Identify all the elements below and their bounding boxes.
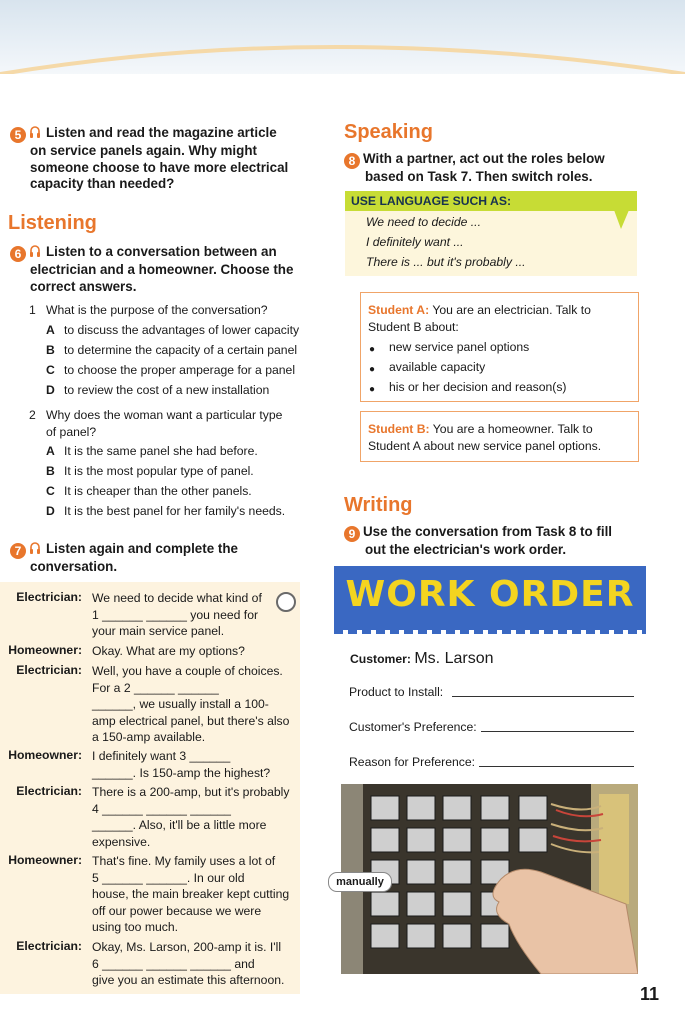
task-6-line: correct answers. (30, 278, 137, 294)
student-b-card (360, 411, 639, 462)
dialogue-line: 4 ______ ______ ______ (92, 801, 231, 816)
use-language-header: USE LANGUAGE SUCH AS: (345, 191, 637, 211)
student-a-bullet: new service panel options (389, 340, 530, 354)
task-7 (10, 541, 310, 576)
work-order-header (334, 566, 646, 632)
use-language-box (345, 191, 637, 276)
answer-option (29, 441, 319, 461)
option-text: It is the best panel for her family's needs. (64, 504, 286, 518)
speaking-heading: Speaking (344, 121, 433, 143)
task-9-line: Use the conversation from Task 8 to fill (363, 524, 613, 539)
use-language-phrase: I definitely want ... (366, 235, 464, 249)
ring-icon (272, 588, 300, 616)
option-letter: B (46, 343, 55, 357)
headphones-icon (29, 541, 41, 555)
dialogue-line: house, the main breaker kept cutting (92, 887, 290, 901)
option-letter: A (46, 444, 55, 458)
task-5 (10, 125, 310, 193)
work-order-divider (334, 630, 646, 634)
question-text: Why does the woman want a particular type (46, 408, 283, 422)
task-6-line: electrician and a homeowner. Choose the (30, 262, 294, 277)
task-6-line: Listen to a conversation between an (46, 244, 277, 259)
customer-field (350, 650, 493, 668)
reason-input-line[interactable] (479, 766, 634, 767)
dialogue-line: your main service panel. (92, 624, 225, 638)
answer-option (29, 501, 319, 521)
question-number: 1 (29, 303, 36, 317)
dialogue-line: ______. Is 150-amp the highest? (92, 765, 271, 780)
page-number: 11 (640, 984, 660, 1004)
option-text: to discuss the advantages of lower capacity (64, 323, 300, 337)
dialogue-line: expensive. (92, 834, 151, 849)
task-5-line: someone choose to have more electrical (30, 159, 289, 175)
use-language-phrase: We need to decide ... (366, 215, 481, 229)
task-number-badge: 9 (344, 526, 360, 542)
speaker-label: Electrician: (16, 590, 82, 604)
dialogue-line: give you an estimate this afternoon. (92, 973, 285, 987)
speaker-label: Homeowner: (8, 643, 82, 657)
option-text: It is the same panel she had before. (64, 444, 258, 458)
speaker-label: Electrician: (16, 939, 82, 953)
task-number-badge: 5 (10, 127, 26, 143)
task-8-line: based on Task 7. Then switch roles. (365, 169, 593, 184)
reason-label: Reason for Preference: (349, 755, 476, 769)
dialogue-line: Well, you have a couple of choices. (92, 664, 283, 678)
answer-option (29, 380, 319, 400)
student-a-text: Student B about: (368, 320, 459, 334)
task-8 (344, 151, 644, 186)
dialogue-line: We need to decide what kind of (92, 591, 262, 605)
speaker-label: Electrician: (16, 663, 82, 677)
question-text: of panel? (46, 425, 97, 439)
vocabulary-tag: manually (328, 872, 392, 892)
headphones-icon (29, 125, 41, 139)
work-order-form (334, 636, 646, 784)
product-label: Product to Install: (349, 685, 444, 699)
task-number-badge: 6 (10, 246, 26, 262)
bullet-icon: ● (369, 344, 376, 355)
option-text: to choose the proper amperage for a panel (64, 363, 296, 377)
dialogue-line: There is a 200-amp, but it's probably (92, 785, 290, 799)
listening-heading: Listening (8, 212, 97, 234)
question-text: What is the purpose of the conversation? (46, 303, 268, 317)
dialogue-line: ______. Also, it'll be a little more (92, 818, 267, 832)
dialogue-line: That's fine. My family uses a lot of (92, 854, 276, 868)
task-number-badge: 7 (10, 543, 26, 559)
task-9 (344, 524, 644, 559)
option-text: It is the most popular type of panel. (64, 464, 254, 478)
student-b-text: You are a homeowner. Talk to (432, 422, 593, 436)
answer-option (29, 481, 319, 501)
dialogue-line: Okay. What are my options? (92, 644, 245, 658)
speaker-label: Homeowner: (8, 853, 82, 867)
task-8-line: With a partner, act out the roles below (363, 151, 605, 166)
speaker-label: Electrician: (16, 784, 82, 798)
bullet-icon: ● (369, 364, 376, 375)
headphones-icon (29, 244, 41, 258)
dialogue-line: Okay, Ms. Larson, 200-amp it is. I'll (92, 940, 282, 954)
dialogue-line: using too much. (92, 920, 179, 934)
answer-option (29, 461, 319, 481)
dialogue-line: a 150-amp available. (92, 730, 206, 744)
preference-input-line[interactable] (481, 731, 634, 732)
question-2 (29, 407, 319, 521)
option-letter: D (46, 383, 55, 397)
task-5-line: on service panels again. Why might (30, 143, 257, 158)
option-letter: C (46, 363, 55, 377)
answer-option (29, 320, 319, 340)
student-b-text: Student A about new service panel options. (368, 439, 602, 453)
dialogue-line: For a 2 ______ ______ (92, 680, 219, 695)
dialogue-line: ______, we usually install a 100- (92, 697, 269, 711)
task-9-line: out the electrician's work order. (365, 542, 567, 557)
question-number: 2 (29, 408, 36, 422)
option-letter: A (46, 323, 55, 337)
task-7-line: Listen again and complete the (46, 541, 238, 556)
option-letter: D (46, 504, 55, 518)
task-5-line: capacity than needed? (30, 176, 175, 191)
student-a-card (360, 292, 639, 402)
answer-option (29, 340, 319, 360)
use-language-phrase: There is ... but it's probably ... (366, 255, 526, 269)
dialogue-line: amp electrical panel, but there's also (92, 713, 290, 728)
answer-option (29, 360, 319, 380)
product-input-line[interactable] (452, 696, 634, 697)
work-order-title: WORK ORDER (345, 574, 635, 615)
speaker-label: Homeowner: (8, 748, 82, 762)
student-a-bullet: available capacity (389, 360, 486, 374)
option-letter: C (46, 484, 55, 498)
dialogue-line: 6 ______ ______ ______ and (92, 956, 255, 971)
preference-label: Customer's Preference: (349, 720, 477, 734)
task-7-line: conversation. (30, 559, 118, 574)
option-text: to review the cost of a new installation (64, 383, 270, 397)
option-text: to determine the capacity of a certain panel (64, 343, 298, 357)
dialogue-line: I definitely want 3 ______ (92, 749, 231, 763)
dialogue-line: 5 ______ ______. In our old (92, 870, 245, 885)
option-letter: B (46, 464, 55, 478)
question-1 (29, 300, 319, 400)
task-6 (10, 244, 310, 295)
dialogue-line: off our power because we were (92, 903, 262, 918)
task-number-badge: 8 (344, 153, 360, 169)
option-text: It is cheaper than the other panels. (64, 484, 252, 498)
bullet-icon: ● (369, 384, 376, 395)
student-a-label: Student A: (368, 303, 430, 317)
customer-label: Customer: (350, 652, 411, 666)
customer-value: Ms. Larson (414, 650, 494, 667)
student-a-text: You are an electrician. Talk to (432, 303, 591, 317)
writing-heading: Writing (344, 494, 413, 516)
student-a-bullet: his or her decision and reason(s) (389, 380, 567, 394)
dialogue-line: 1 ______ ______ you need for (92, 607, 259, 622)
student-b-label: Student B: (368, 422, 430, 436)
speech-tail (607, 191, 637, 231)
task-5-line: Listen and read the magazine article (46, 125, 277, 140)
header-curve (0, 0, 685, 80)
